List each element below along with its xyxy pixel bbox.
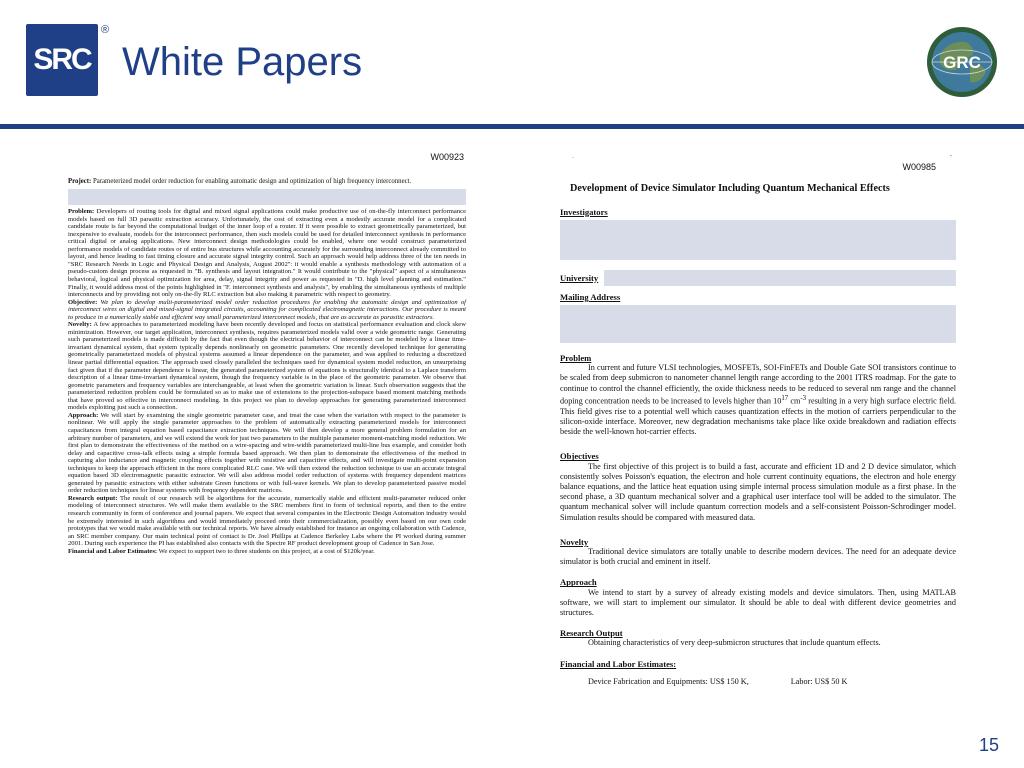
financial-section: Financial and Labor Estimates: Device Fabrication and Equipments: US$ 150 K, Labor: US$ 50 K [560,658,848,686]
university-label: University [560,272,599,283]
redacted-block [68,189,466,205]
investigators-redacted [560,220,956,260]
slide-number: 15 [979,735,1000,755]
objectives-section: Objectives The first objective of this project is to build a fast, accurate and efficient 1D and 2 D device simulator, which consistently solves Poisson's equation, the electron and hole current continuity equations, the electron and hole energy balance equations, and the lattice heat equation using simple internal process simulation module as a first phase. In the second phase, a 3D quantum mechanical solver and a graphical user interface tool will be added to the simulator. The quantum mechanical solver will include quantum correction models and a self-consistent Poisson-Schrodinger model. Simulation results should be compared with measured data. [560,451,956,522]
fabrication-estimate: Device Fabrication and Equipments: US$ 150 K, [588,676,749,686]
novelty-section: Novelty: A few approaches to parameterized modeling have been recently developed and focus on statistical performance evaluation and clock skew minimization. However, our target application, interconnect synthesis, requires parameterized models valid over a wide geometric range. Generating such parameterized models is made difficult by the fact that even though the electrical behavior of interconnect can be modeled by a linear time-invariant dynamical system, that system typically depends nonlinearly on geometric parameters. One recently developed technique for generating geometrically parameterized models of physical systems assumed a linear dependence on the parameter, and was applied to reducing a discretized linear partial differential equation. The approach used closely paralleled the techniques used for dynamical system model reduction, an unsurprising fact given that if the parameter dependence is linear, the generated parameterized system of equations is structurally identical to a Laplace transform description of a linear time-invariant dynamical system, though the frequency variable is in the place of the geometric parameter. We observe that geometric parameters and frequency variables are interchangeable, at least when the geometric variation is linear. Such observation suggests that the parameterized reduction problem could be formulated so as to make use of extensions to the projection-subspace based moment matching methods that have proved so effective in interconnect modeling. In this project we plan to develop approaches for generating parameterized interconnect models exploiting just such a connection. [68,321,466,412]
investigators-label: Investigators [560,206,608,217]
labor-estimate: Labor: US$ 50 K [790,676,848,686]
project-line: Project: Parameterized model order reduction for enabling automatic design and optimization of high frequency interconnect. [68,177,412,185]
grc-globe-text: GRC [943,53,981,72]
financial-section: Financial and Labor Estimates: We expect to support two to three students on this project, at a cost of $120k/year. [68,547,375,555]
src-logo-text: SRC [33,43,91,76]
approach-section: Approach: We will start by examining the single geometric parameter case, and treat the case when the variation with respect to the parameter is nonlinear. We will apply the single parameter approaches to the problem of automatically extracting parameterized models for interconnect capacitances from integral equation based capacitance extraction techniques. We will then develop a more general problem formulation for an arbitrary number of parameters, and we will extend the work for just two parameters to the multiple parameter moment-matching model reduction. We first plan to demonstrate the effectiveness of the method on a wire-spacing and wire-width parameterized multi-line bus example, and consider both delay and capacitive cross-talk effects using a simple formula based approach. We then plan to demonstrate the effectiveness of the method in capturing also inductance and magnetic coupling effects together with resistive and capacitive effects, and will investigate multi-point expansion techniques to keep the approach efficient in the more complicated RLC case. We will then extend the reduction technique to use an accurate integral equation based 3D electromagnetic parasitic extractor. We will also address model order reduction of systems with frequency dependent matrices generated by parasitic extractors with either substrate Green functions or with full-wave kernels. We plan to develop parameterized passive model order reduction techniques for linear systems with frequency dependent matrices. [68,411,466,495]
doc-code: W00985 [902,162,936,173]
approach-section: Approach We intend to start by a survey of already existing models and device simulators. Then, using MATLAB software, we will start to implement our simulator. It should be able to deal with different device geometries and structures. [560,577,956,618]
header-rule [0,124,1024,129]
mailing-address-redacted [560,305,956,343]
problem-section: Problem In current and future VLSI technologies, MOSFETs, SOI-FinFETs and Double Gate SOI transistors continue to be scaled from deep submicron to nanometer channel length range according to the 2001 ITRS roadmap. For the gate to continue to control the channel efficiently, the oxide thickness needs to be reduced to several nm range and the channel doping concentration needs to be increased to levels higher than $10^{17}$ $cm^{-3}$ resulting in a very high surface electric field. This field gives rise to a potential well which causes quantization effects in the motion of carriers perpendicular to the silicon-oxide interface. Moreover, new degradation mechanisms take place like oxide breakdown and radiation effects beside the well-known hot-carrier effects. [560,353,956,437]
grc-globe-logo [926,26,998,98]
research-output-section: Research Output Obtaining characteristics of very deep-submicron structures that include quantum effects. [560,628,881,648]
novelty-section: Novelty Traditional device simulators are totally unable to describe modern devices. The need for an adequate device simulator is both crucial and eminent in itself. [560,536,956,567]
scan-marks: . - [572,153,952,160]
mailing-address-label: Mailing Address [560,291,621,302]
doc-title: Development of Device Simulator Including Quantum Mechanical Effects [570,183,890,195]
registered-mark: ® [101,24,110,36]
white-paper-w00985 [560,152,956,687]
research-output-section: Research output: The result of our research will be algorithms for the accurate, numerically stable and efficient multi-parameter reduced order modeling of interconnect structures. We will make them available to the SRC members first in form of technical reports, and then to the entire research community in form of conference and journal papers. We expect that several companies in the Electronic Design Automation industry would be extremely interested in such algorithms and would immediately proceed onto their commercialization, possibly even based on our own code prototypes that we would make available with our technical reports. We have already established for instance an ongoing collaboration with Cadence, an SRC member company. Our main technical point of contact is Dr. Joel Phillips at Cadence Berkeley Labs where the PI worked during summer 2001. During such experience the PI has established also contacts with the Spectre RF product development group of Cadence in San Jose. [68,494,466,548]
white-paper-w00923 [68,154,466,555]
slide-title: White Papers [122,40,363,84]
doc-code: W00923 [430,152,464,162]
objective-section: Objective: We plan to develop multi-parameterized model order reduction procedures for enabling the automatic design and optimization of interconnect wires on digital and mixed-signal integrated circuits, accounting for complicated electromagnetic interactions. Our procedure is meant to produce in a numerically stable and efficient way small parameterized interconnect models, that are as accurate as parasitic extractors. [68,298,466,321]
problem-section: Problem: Developers of routing tools for digital and mixed signal applications could make productive use of on-the-fly interconnect performance models based on full 3D parasitic extraction accuracy. Unfortunately, the cost of extracting even a modestly accurate model for a complicated candidate route is far beyond the computational budget of the inner loop of a router. If it were possible to extract geometrically parameterized, but inexpensive to evaluate, models for the interconnect performance, then such models could be used for detailed interconnect synthesis in performance critical digital or analog applications. New interconnect design methodologies could be enabled, where one would construct parameterized performance models of candidate routes or of entire bus structures while accounting accurately for the surrounding interconnect already committed to layout, and hence leading to fast timing closure and accurate signal integrity control. Such an approach would help address three of the ten needs in "SRC Research Needs in Logic and Physical Design and Analysis, August 2002": it would enable a synthesis methodology with automation of a pseudo-custom design process as requested in "B. synthesis and layout integration." It would contribute to the "physical" aspect of a simultaneous behavioral, logical and physical optimization for area, delay, signal integrity and power as requested in "D. high level planning and estimation." Finally, it would address most of the points highlighted in "F. interconnect synthesis and analysis", by enabling the simultaneous synthesis of multiple interconnects and by providing not only on-the-fly RLC extraction but also making it parametric with respect to geometry. [68,208,466,299]
university-redacted [604,270,956,286]
university-row [560,270,956,286]
src-logo [26,24,98,96]
